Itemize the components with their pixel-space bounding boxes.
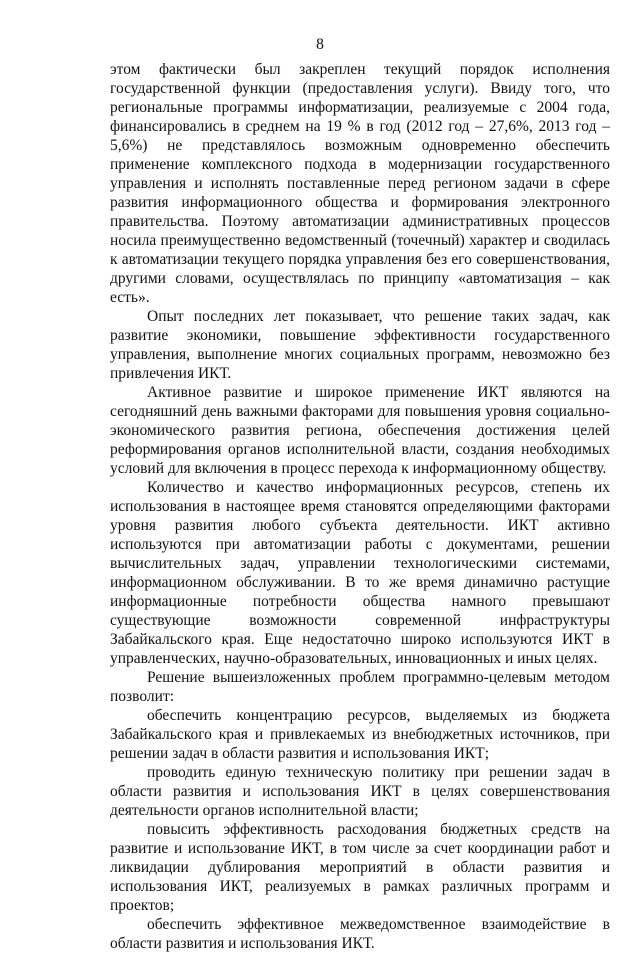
list-item: проводить единую техническую политику при решении задач в области развития и использования ИКТ в целях совершенствования деятельности органов исполнительной власти; xyxy=(110,764,610,819)
paragraph: Опыт последних лет показывает, что решение таких задач, как развитие экономики, повышение эффективности государственного управления, выполнение многих социальных программ, невозможно без привлечения ИКТ. xyxy=(110,308,610,382)
list-item: обеспечить эффективное межведомственное взаимодействие в области развития и использования ИКТ. xyxy=(110,916,610,952)
paragraph: Решение вышеизложенных проблем программно-целевым методом позволит: xyxy=(110,669,610,705)
body-text xyxy=(110,60,610,953)
paragraph: Количество и качество информационных ресурсов, степень их использования в настоящее время становятся определяющими факторами уровня развития любого субъекта деятельности. ИКТ активно используются при автоматизации работы с документами, решении вычислительных задач, управлении технологическими системами, информационном обслуживании. В то же время динамично растущие информационные потребности общества намного превышают существующие возможности современной инфраструктуры Забайкальского края. Еще недостаточно широко используются ИКТ в управленческих, научно-образовательных, инновационных и иных целях. xyxy=(110,479,610,667)
list-item: обеспечить концентрацию ресурсов, выделяемых из бюджета Забайкальского края и привлекаемых из внебюджетных источников, при решении задач в области развития и использования ИКТ; xyxy=(110,707,610,762)
page-number: 8 xyxy=(316,36,324,53)
paragraph: Активное развитие и широкое применение ИКТ являются на сегодняшний день важными факторами для повышения уровня социально-экономического развития региона, обеспечения достижения целей реформирования органов исполнительной власти, создания необходимых условий для включения в процесс перехода к информационному обществу. xyxy=(110,384,610,477)
list-item: повысить эффективность расходования бюджетных средств на развитие и использование ИКТ, в том числе за счет координации работ и ликвидации дублирования мероприятий в области развития и использования ИКТ, реализуемых в рамках различных программ и проектов; xyxy=(110,821,610,914)
paragraph: этом фактически был закреплен текущий порядок исполнения государственной функции (предоставления услуги). Ввиду того, что региональные программы информатизации, реализуемые с 2004 года, финансировались в среднем на 19 % в год (2012 год – 27,6%, 2013 год – 5,6%) не представлялось возможным одновременно обеспечить применение комплексного подхода в модернизации государственного управления и исполнять поставленные перед регионом задачи в сфере развития информационного общества и формирования электронного правительства. Поэтому автоматизации административных процессов носила преимущественно ведомственный (точечный) характер и сводилась к автоматизации текущего порядка управления без его совершенствования, другими словами, осуществлялась по принципу «автоматизация – как есть». xyxy=(110,61,610,306)
